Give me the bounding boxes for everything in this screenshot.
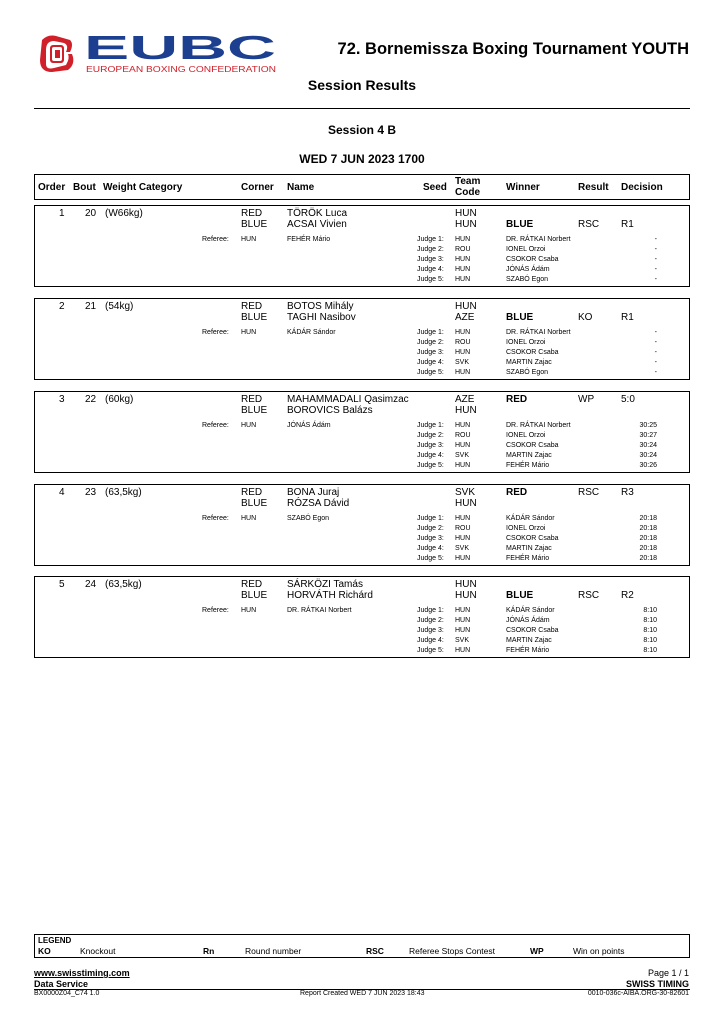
bout-number: 22 <box>85 394 97 405</box>
referee-country: HUN <box>241 607 257 614</box>
judge-label: Judge 2: <box>417 525 444 532</box>
result: RSC <box>578 219 600 230</box>
col-name: Name <box>287 182 315 193</box>
judge-name: FEHÉR Mário <box>506 462 550 469</box>
result: RSC <box>578 487 600 498</box>
decision: 5:0 <box>621 394 635 405</box>
col-weight: Weight Category <box>103 182 183 193</box>
blue-team-code: AZE <box>455 312 475 323</box>
footer-website-link[interactable]: www.swisstiming.com <box>34 968 130 978</box>
result: KO <box>578 312 593 323</box>
judge-label: Judge 3: <box>417 349 444 356</box>
blue-team-code: HUN <box>455 498 477 509</box>
judge-label: Judge 2: <box>417 339 444 346</box>
referee-name: KÁDÁR Sándor <box>287 329 336 336</box>
weight-category: (63,5kg) <box>105 487 142 498</box>
judge-label: Judge 2: <box>417 617 444 624</box>
referee-name: JÓNÁS Ádám <box>287 422 331 429</box>
col-team-1: Team <box>455 176 481 187</box>
blue-team-code: HUN <box>455 219 477 230</box>
judge-label: Judge 3: <box>417 442 444 449</box>
footer-doc-code: BX0000Z04_C74 1.0 <box>34 990 100 997</box>
referee-label: Referee: <box>202 607 229 614</box>
blue-corner-label: BLUE <box>241 312 268 323</box>
blue-team-code: HUN <box>455 405 477 416</box>
judge-label: Judge 3: <box>417 256 444 263</box>
judge-name: IONEL Orzoi <box>506 525 546 532</box>
judge-score: 8:10 <box>643 617 657 624</box>
blue-boxer-name: BOROVICS Balázs <box>287 405 373 416</box>
bout-number: 20 <box>85 208 97 219</box>
judge-country: HUN <box>455 422 471 429</box>
judge-label: Judge 4: <box>417 452 444 459</box>
judge-name: CSOKOR Csaba <box>506 627 559 634</box>
blue-corner-label: BLUE <box>241 405 268 416</box>
blue-corner-label: BLUE <box>241 498 268 509</box>
legend-code: RSC <box>366 946 384 956</box>
judge-label: Judge 5: <box>417 462 444 469</box>
judge-country: HUN <box>455 442 471 449</box>
bout-order: 2 <box>59 301 65 312</box>
red-team-code: AZE <box>455 394 475 405</box>
judge-country: SVK <box>455 452 470 459</box>
judge-score: 30:24 <box>639 442 657 449</box>
judge-name: SZABÓ Egon <box>506 369 549 376</box>
judge-name: DR. RÁTKAI Norbert <box>506 422 571 429</box>
judge-label: Judge 1: <box>417 236 444 243</box>
judge-score: 8:10 <box>643 607 657 614</box>
result: WP <box>578 394 595 405</box>
judge-name: DR. RÁTKAI Norbert <box>506 329 571 336</box>
judge-country: HUN <box>455 627 471 634</box>
document-title: Session Results <box>307 77 417 93</box>
judge-country: HUN <box>455 647 471 654</box>
col-seed: Seed <box>423 182 447 193</box>
judge-score: - <box>654 339 657 346</box>
judge-country: HUN <box>455 617 471 624</box>
judge-score: 20:18 <box>639 525 657 532</box>
judge-score: 8:10 <box>643 637 657 644</box>
footer-page-number: Page 1 / 1 <box>647 968 689 978</box>
judge-name: SZABÓ Egon <box>506 276 549 283</box>
judge-score: 8:10 <box>643 647 657 654</box>
judge-score: - <box>654 246 657 253</box>
judge-label: Judge 2: <box>417 432 444 439</box>
red-corner-label: RED <box>241 579 263 590</box>
judge-label: Judge 5: <box>417 276 444 283</box>
red-boxer-name: BONA Juraj <box>287 487 340 498</box>
red-corner-label: RED <box>241 394 263 405</box>
judge-label: Judge 1: <box>417 422 444 429</box>
red-boxer-name: MAHAMMADALI Qasimzac <box>287 394 409 405</box>
judge-score: - <box>654 256 657 263</box>
judge-name: JÓNÁS Ádám <box>506 617 550 624</box>
legend-text: Knockout <box>80 946 116 956</box>
judge-score: - <box>654 349 657 356</box>
judge-country: HUN <box>455 555 471 562</box>
decision: R1 <box>621 312 634 323</box>
judge-label: Judge 4: <box>417 545 444 552</box>
judge-name: FEHÉR Mário <box>506 647 550 654</box>
judge-country: SVK <box>455 359 470 366</box>
blue-boxer-name: HORVÁTH Richárd <box>287 590 373 601</box>
judge-name: IONEL Orzoi <box>506 432 546 439</box>
red-corner-label: RED <box>241 487 263 498</box>
col-corner: Corner <box>241 182 274 193</box>
legend-code: Rn <box>203 946 215 956</box>
judge-name: JÓNÁS Ádám <box>506 266 550 273</box>
logo-wordmark: EUBC <box>84 30 276 66</box>
decision: R1 <box>621 219 634 230</box>
referee-label: Referee: <box>202 329 229 336</box>
column-header <box>34 174 690 200</box>
judge-score: 30:24 <box>639 452 657 459</box>
footer-brand: SWISS TIMING <box>626 979 689 989</box>
judge-country: HUN <box>455 369 471 376</box>
judge-name: KÁDÁR Sándor <box>506 607 555 614</box>
judge-label: Judge 5: <box>417 647 444 654</box>
winner: RED <box>506 394 528 405</box>
judge-label: Judge 3: <box>417 627 444 634</box>
legend-code: WP <box>530 946 544 956</box>
winner: BLUE <box>506 219 534 230</box>
judge-name: MARTIN Zajac <box>506 637 552 644</box>
judge-country: ROU <box>455 525 471 532</box>
col-order: Order <box>38 182 66 193</box>
bout-order: 3 <box>59 394 65 405</box>
judge-score: 20:18 <box>639 515 657 522</box>
judge-score: 20:18 <box>639 535 657 542</box>
eubc-logo <box>36 30 281 76</box>
bout-block <box>34 205 690 287</box>
red-corner-label: RED <box>241 208 263 219</box>
weight-category: (63,5kg) <box>105 579 142 590</box>
referee-name: DR. RÁTKAI Norbert <box>287 607 352 614</box>
judge-country: HUN <box>455 535 471 542</box>
tournament-title: 72. Bornemissza Boxing Tournament YOUTH <box>337 40 689 58</box>
judge-name: KÁDÁR Sándor <box>506 515 555 522</box>
judge-score: 20:18 <box>639 555 657 562</box>
footer-data-service: Data Service <box>34 979 89 989</box>
judge-name: CSOKOR Csaba <box>506 349 559 356</box>
result: RSC <box>578 590 600 601</box>
judge-label: Judge 1: <box>417 607 444 614</box>
judge-country: HUN <box>455 236 471 243</box>
weight-category: (W66kg) <box>105 208 143 219</box>
judge-score: 30:26 <box>639 462 657 469</box>
judge-country: HUN <box>455 329 471 336</box>
blue-boxer-name: TAGHI Nasibov <box>287 312 356 323</box>
judge-score: 30:25 <box>639 422 657 429</box>
bout-block <box>34 576 690 658</box>
referee-label: Referee: <box>202 515 229 522</box>
decision: R3 <box>621 487 634 498</box>
session-date: WED 7 JUN 2023 1700 <box>299 152 425 166</box>
session-title: Session 4 B <box>327 123 397 137</box>
judge-name: IONEL Orzoi <box>506 246 546 253</box>
judge-name: MARTIN Zajac <box>506 545 552 552</box>
col-team-2: Code <box>455 187 480 198</box>
blue-team-code: HUN <box>455 590 477 601</box>
judge-label: Judge 2: <box>417 246 444 253</box>
judge-score: - <box>654 369 657 376</box>
winner: BLUE <box>506 590 534 601</box>
referee-country: HUN <box>241 236 257 243</box>
bout-number: 24 <box>85 579 97 590</box>
red-boxer-name: SÁRKÖZI Tamás <box>287 579 363 590</box>
judge-country: HUN <box>455 462 471 469</box>
judge-name: CSOKOR Csaba <box>506 442 559 449</box>
judge-country: ROU <box>455 432 471 439</box>
blue-corner-label: BLUE <box>241 590 268 601</box>
judge-score: - <box>654 236 657 243</box>
decision: R2 <box>621 590 634 601</box>
judge-country: SVK <box>455 637 470 644</box>
bout-block <box>34 484 690 566</box>
footer-ref-code: 0010-036c-AIBA.ORG-30-82601 <box>587 990 689 997</box>
judge-score: - <box>654 276 657 283</box>
winner: BLUE <box>506 312 534 323</box>
legend-text: Round number <box>245 946 302 956</box>
judge-country: HUN <box>455 515 471 522</box>
judge-label: Judge 4: <box>417 359 444 366</box>
blue-corner-label: BLUE <box>241 219 268 230</box>
red-team-code: SVK <box>455 487 476 498</box>
judge-name: FEHÉR Mário <box>506 555 550 562</box>
header-divider <box>34 108 690 109</box>
blue-boxer-name: ACSAI Vivien <box>287 219 347 230</box>
red-corner-label: RED <box>241 301 263 312</box>
bout-order: 4 <box>59 487 65 498</box>
red-team-code: HUN <box>455 301 477 312</box>
judge-label: Judge 1: <box>417 329 444 336</box>
judge-label: Judge 4: <box>417 637 444 644</box>
bout-order: 5 <box>59 579 65 590</box>
col-bout: Bout <box>73 182 96 193</box>
judge-name: MARTIN Zajac <box>506 452 552 459</box>
judge-country: SVK <box>455 545 470 552</box>
legend-title: LEGEND <box>38 936 72 945</box>
judge-name: CSOKOR Csaba <box>506 535 559 542</box>
col-result: Result <box>578 182 609 193</box>
referee-country: HUN <box>241 515 257 522</box>
judge-score: - <box>654 329 657 336</box>
legend-text: Win on points <box>573 946 625 956</box>
referee-country: HUN <box>241 422 257 429</box>
referee-label: Referee: <box>202 422 229 429</box>
red-boxer-name: BOTOS Mihály <box>287 301 354 312</box>
legend <box>34 934 690 958</box>
judge-score: 30:27 <box>639 432 657 439</box>
legend-code: KO <box>38 946 51 956</box>
judge-label: Judge 4: <box>417 266 444 273</box>
blue-boxer-name: RÓZSA Dávid <box>287 498 350 509</box>
judge-label: Judge 1: <box>417 515 444 522</box>
referee-name: FEHÉR Mário <box>287 236 331 243</box>
judge-score: 8:10 <box>643 627 657 634</box>
judge-country: HUN <box>455 266 471 273</box>
judge-label: Judge 3: <box>417 535 444 542</box>
footer-report-created: Report Created WED 7 JUN 2023 18:43 <box>300 990 425 997</box>
judge-name: IONEL Orzoi <box>506 339 546 346</box>
bout-order: 1 <box>59 208 65 219</box>
winner: RED <box>506 487 528 498</box>
judge-country: HUN <box>455 607 471 614</box>
eubc-logo-icon <box>36 30 281 76</box>
red-team-code: HUN <box>455 208 477 219</box>
red-boxer-name: TÖRÖK Luca <box>287 208 348 219</box>
referee-label: Referee: <box>202 236 229 243</box>
weight-category: (54kg) <box>105 301 134 312</box>
judge-label: Judge 5: <box>417 555 444 562</box>
bout-number: 23 <box>85 487 97 498</box>
judge-name: DR. RÁTKAI Norbert <box>506 236 571 243</box>
referee-name: SZABÓ Egon <box>287 515 330 522</box>
judge-score: - <box>654 266 657 273</box>
col-decision: Decision <box>621 182 663 193</box>
judge-country: ROU <box>455 339 471 346</box>
judge-score: 20:18 <box>639 545 657 552</box>
judge-country: HUN <box>455 349 471 356</box>
judge-label: Judge 5: <box>417 369 444 376</box>
bout-block <box>34 391 690 473</box>
weight-category: (60kg) <box>105 394 134 405</box>
judge-country: HUN <box>455 256 471 263</box>
judge-score: - <box>654 359 657 366</box>
judge-country: ROU <box>455 246 471 253</box>
col-winner: Winner <box>506 182 540 193</box>
bout-number: 21 <box>85 301 97 312</box>
legend-text: Referee Stops Contest <box>409 946 495 956</box>
logo-subtitle: EUROPEAN BOXING CONFEDERATION <box>86 65 277 74</box>
referee-country: HUN <box>241 329 257 336</box>
red-team-code: HUN <box>455 579 477 590</box>
judge-name: MARTIN Zajac <box>506 359 552 366</box>
bout-block <box>34 298 690 380</box>
judge-country: HUN <box>455 276 471 283</box>
judge-name: CSOKOR Csaba <box>506 256 559 263</box>
